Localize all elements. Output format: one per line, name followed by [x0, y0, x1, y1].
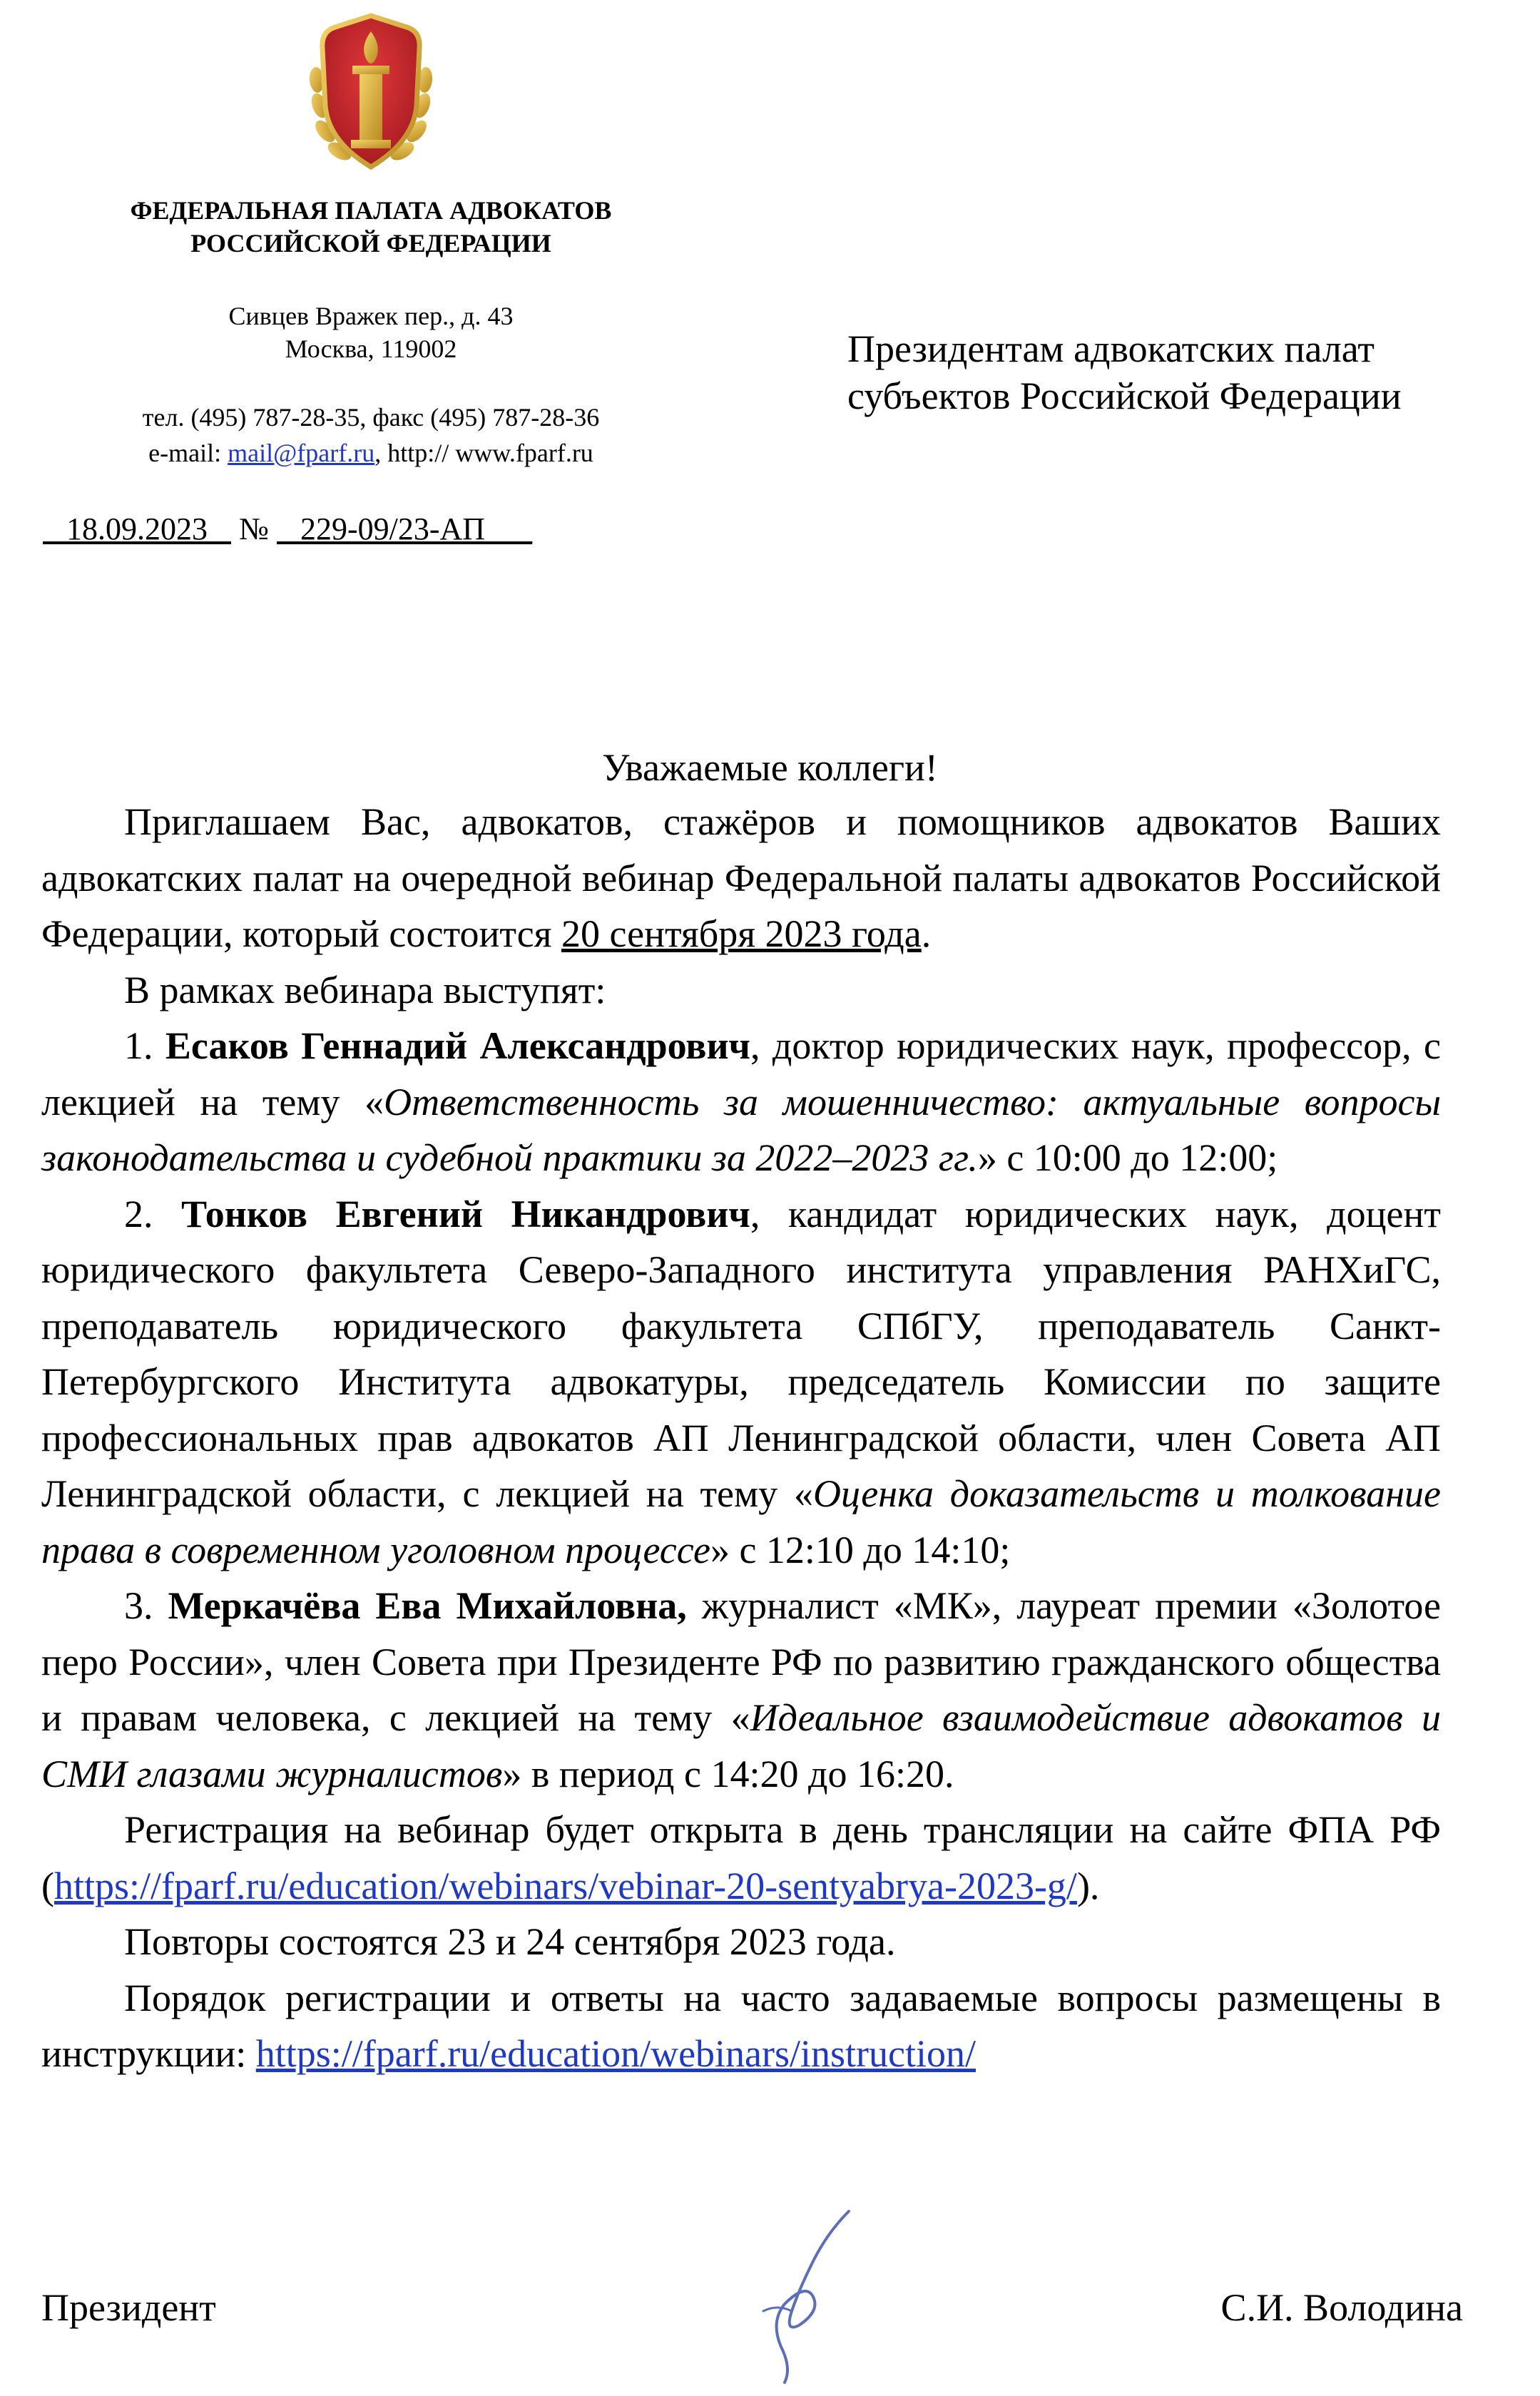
- addressee-line2: субъектов Российской Федерации: [847, 374, 1402, 417]
- speaker-number: 3.: [124, 1584, 168, 1627]
- registration-end: ).: [1076, 1864, 1100, 1907]
- speaker-description: журналист «МК», лауреат премии «Золотое перо России», член Совета при Президенте РФ по развитию гражданского общества и правам человека, с лекцией на тему «: [41, 1584, 1441, 1739]
- speaker-description: , кандидат юридических наук, доцент юридического факультета Северо-Западного института управления РАНХиГС, преподаватель юридического факультета СПбГУ, преподаватель Санкт-Петербургского Института адвокатуры, председатель Комиссии по защите профессиональных прав адвокатов АП Ленинградской области, член Совета АП Ленинградской области, с лекцией на тему «: [41, 1192, 1442, 1515]
- lecture-topic: Идеальное взаимодействие адвокатов и СМИ глазами журналистов: [41, 1696, 1441, 1795]
- speaker-name: Тонков Евгений Никандрович: [181, 1192, 750, 1235]
- speaker-name: Есаков Геннадий Александрович: [165, 1024, 751, 1067]
- web-address: , http:// www.fparf.ru: [374, 439, 593, 467]
- lecture-time: » с 10:00 до 12:00;: [977, 1136, 1278, 1179]
- outgoing-number-line: [43, 508, 532, 551]
- handwritten-signature: [742, 2204, 870, 2390]
- lecture-topic: Ответственность за мошенничество: актуальные вопросы законодательства и судебной практики за 2022–2023 гг.: [41, 1080, 1442, 1179]
- email-prefix: e-mail:: [148, 439, 228, 467]
- org-name-line2: РОССИЙСКОЙ ФЕДЕРАЦИИ: [190, 229, 551, 258]
- signatory-name: С.И. Володина: [1220, 2286, 1463, 2329]
- registration-paragraph: [41, 1802, 1441, 1914]
- email-web-line: [29, 435, 713, 471]
- speaker-item: [41, 1018, 1441, 1186]
- addressee-block: [847, 325, 1518, 419]
- intro-text: Приглашаем Вас, адвокатов, стажёров и помощников адвокатов Ваших адвокатских палат на очередной вебинар Федеральной палаты адвокатов Российской Федерации, который состоится: [41, 800, 1441, 955]
- signatory-title: Президент: [41, 2286, 216, 2329]
- instruction-text: Порядок регистрации и ответы на часто задаваемые вопросы размещены в инструкции:: [41, 1976, 1441, 2075]
- speaker-name: Меркачёва Ева Михайловна,: [168, 1584, 687, 1627]
- address-city: Москва, 119002: [285, 335, 457, 363]
- number-sign: №: [239, 511, 269, 546]
- addressee-line1: Президентам адвокатских палат: [847, 327, 1375, 370]
- organization-contacts: [29, 399, 713, 471]
- lecture-time: » с 12:10 до 14:10;: [710, 1528, 1011, 1571]
- speaker-item: [41, 1186, 1441, 1579]
- speaker-number: 1.: [124, 1024, 165, 1067]
- org-name-line1: ФЕДЕРАЛЬНАЯ ПАЛАТА АДВОКАТОВ: [130, 196, 612, 225]
- outgoing-number: 229-09/23-АП: [300, 511, 486, 546]
- event-date: 20 сентября 2023 года: [561, 912, 922, 955]
- speaker-number: 2.: [124, 1192, 182, 1235]
- lecture-time: » в период с 14:20 до 16:20.: [502, 1752, 954, 1795]
- registration-text: Регистрация на вебинар будет открыта в день трансляции на сайте ФПА РФ (: [41, 1808, 1441, 1907]
- fpa-emblem-logo: [300, 6, 442, 177]
- speaker-item: [41, 1578, 1441, 1802]
- webinar-link[interactable]: https://fparf.ru/education/webinars/vebinar-20-sentyabrya-2023-g/: [53, 1864, 1077, 1907]
- outgoing-date-field: [43, 508, 231, 551]
- email-link[interactable]: mail@fparf.ru: [228, 439, 375, 467]
- salutation: Уважаемые коллеги!: [602, 746, 938, 789]
- outgoing-date: 18.09.2023: [66, 511, 208, 546]
- instruction-link[interactable]: https://fparf.ru/education/webinars/instruction/: [255, 2032, 976, 2075]
- intro-end: .: [921, 912, 932, 955]
- outgoing-number-field: 229-09/23-АП___: [300, 511, 533, 546]
- intro-paragraph: [41, 794, 1441, 962]
- address-street: Сивцев Вражек пер., д. 43: [228, 302, 514, 330]
- speaker-description: , доктор юридических наук, профессор, с лекцией на тему «: [41, 1024, 1441, 1123]
- lecture-topic: Оценка доказательств и толкование права в современном уголовном процессе: [41, 1472, 1442, 1571]
- instruction-paragraph: [41, 1970, 1441, 2082]
- organization-name: [29, 194, 713, 260]
- letter-body: [41, 794, 1441, 2082]
- organization-address: [29, 300, 713, 365]
- phone-fax-line: тел. (495) 787-28-35, факс (495) 787-28-36: [142, 403, 600, 432]
- speakers-intro: В рамках вебинара выступят:: [124, 968, 606, 1011]
- repeats-paragraph: Повторы состоятся 23 и 24 сентября 2023 года.: [124, 1920, 896, 1963]
